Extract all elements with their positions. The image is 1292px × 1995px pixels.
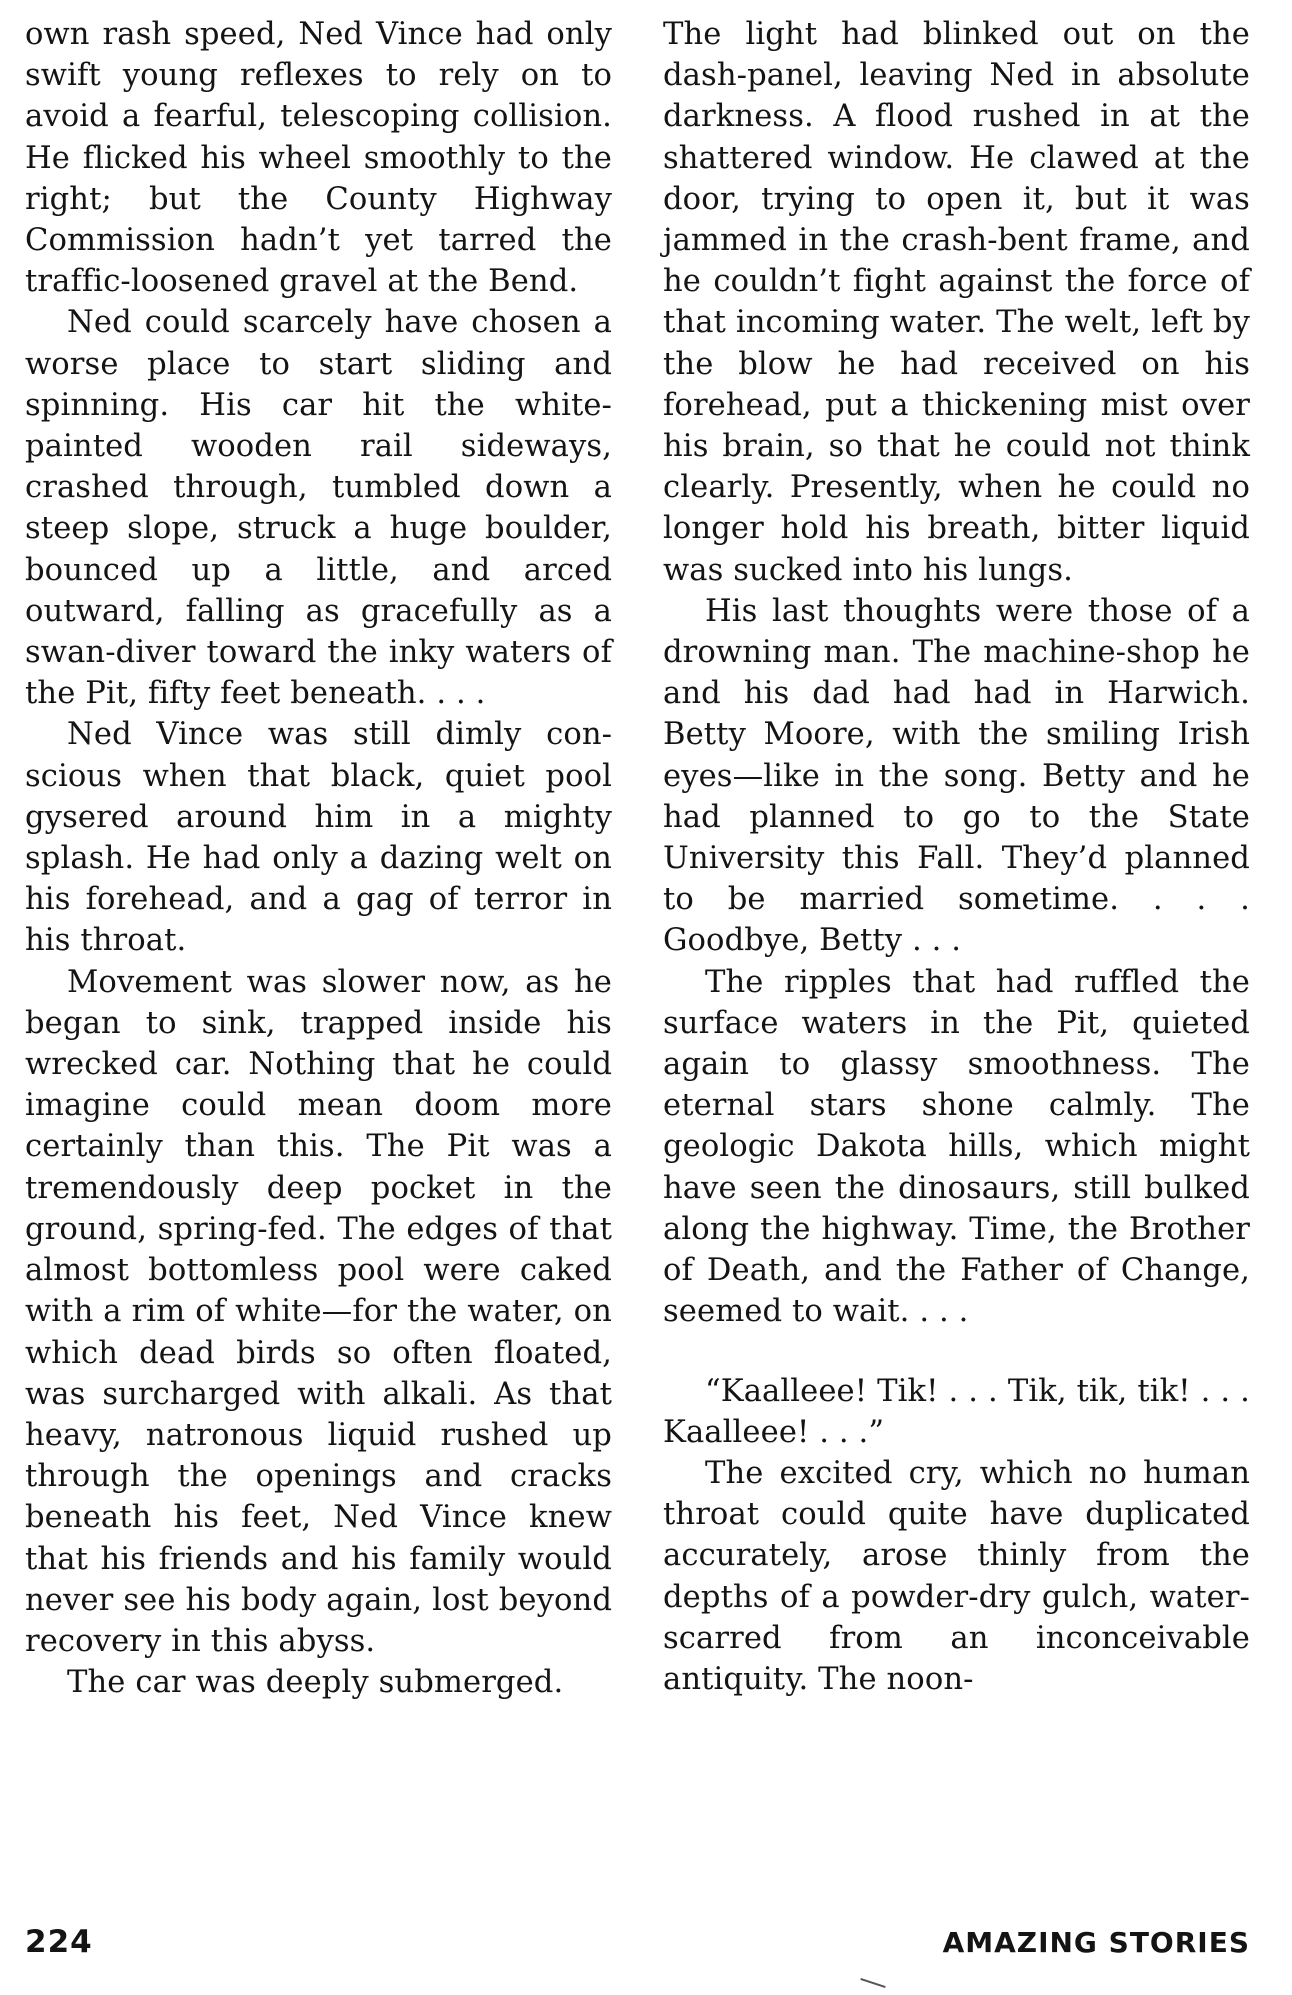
paragraph: The car was deeply submerged. <box>67 1665 564 1701</box>
paragraph: Movement was slower now, as he began to sink, trapped inside his wrecked car. Nothing that he could imagine could mean doom more certainly than this. The Pit was a tremendously deep pocket in the ground, spring-fed. The edges of that almost bottomless pool were caked with a rim of white—for the water, on which dead birds so often floated, was surcharged with alkali. As that heavy, natronous liquid rushed up through the openings and cracks beneath his feet, Ned Vince knew that his friends and his family would never see his body again, lost beyond recovery in this abyss. <box>25 964 612 1659</box>
paragraph: The light had blinked out on the dash-panel, leaving Ned in absolute darkness. A flood rushed in at the shattered window. He clawed at the door, trying to open it, but it was jammed in the crash-bent frame, and he couldn’t fight against the force of that incoming water. The welt, left by the blow he had received on his forehead, put a thickening mist over his brain, so that he could not think clearly. Presently, when he could no longer hold his breath, bitter liquid was sucked into his lungs. <box>663 17 1250 588</box>
paragraph: Ned could scarcely have chosen a worse place to start sliding and spinning. His car hit the white-painted wooden rail sideways, crashed through, tumbled down a steep slope, struck a huge boulder, bounced up a little, and arced outward, falling as gracefully as a swan-diver toward the inky waters of the Pit, fifty feet beneath. . . . <box>25 305 612 712</box>
paragraph: own rash speed, Ned Vince had only swift young reflexes to rely on to avoid a fearful, telescoping collision. He flicked his wheel smoothly to the right; but the County Highway Commission hadn’t yet tarred the traffic-loosened gravel at the Bend. <box>25 17 612 300</box>
paragraph: Ned Vince was still dimly conscious when that black, quiet pool gysered around him in a mighty splash. He had only a dazing welt on his forehead, and a gag of terror in his throat. <box>25 717 612 959</box>
left-text-column <box>25 14 612 1703</box>
paragraph: “Kaalleee! Tik! . . . Tik, tik, tik! . . . Kaalleee! . . .” <box>663 1373 1250 1450</box>
print-mark-divider <box>860 1978 885 1988</box>
paragraph: The excited cry, which no human throat could quite have duplicated accurately, arose thinly from the depths of a powder-dry gulch, water-scarred from an inconceivable antiquity. The noon- <box>663 1455 1250 1697</box>
page-footer <box>25 1924 1250 1974</box>
page-number: 224 <box>25 1924 93 1960</box>
paragraph: The ripples that had ruffled the surface waters in the Pit, quieted again to glassy smoothness. The eternal stars shone calmly. The geologic Dakota hills, which might have seen the dinosaurs, still bulked along the highway. Time, the Brother of Death, and the Father of Change, seemed to wait. . . . <box>663 964 1250 1330</box>
paragraph: His last thoughts were those of a drowning man. The machine-shop he and his dad had had in Harwich. Betty Moore, with the smiling Irish eyes—like in the song. Betty and he had planned to go to the State University this Fall. They’d planned to be married sometime. . . . Goodbye, Betty . . . <box>663 593 1250 959</box>
running-title: AMAZING STORIES <box>942 1926 1250 1959</box>
right-text-column <box>663 14 1250 1700</box>
